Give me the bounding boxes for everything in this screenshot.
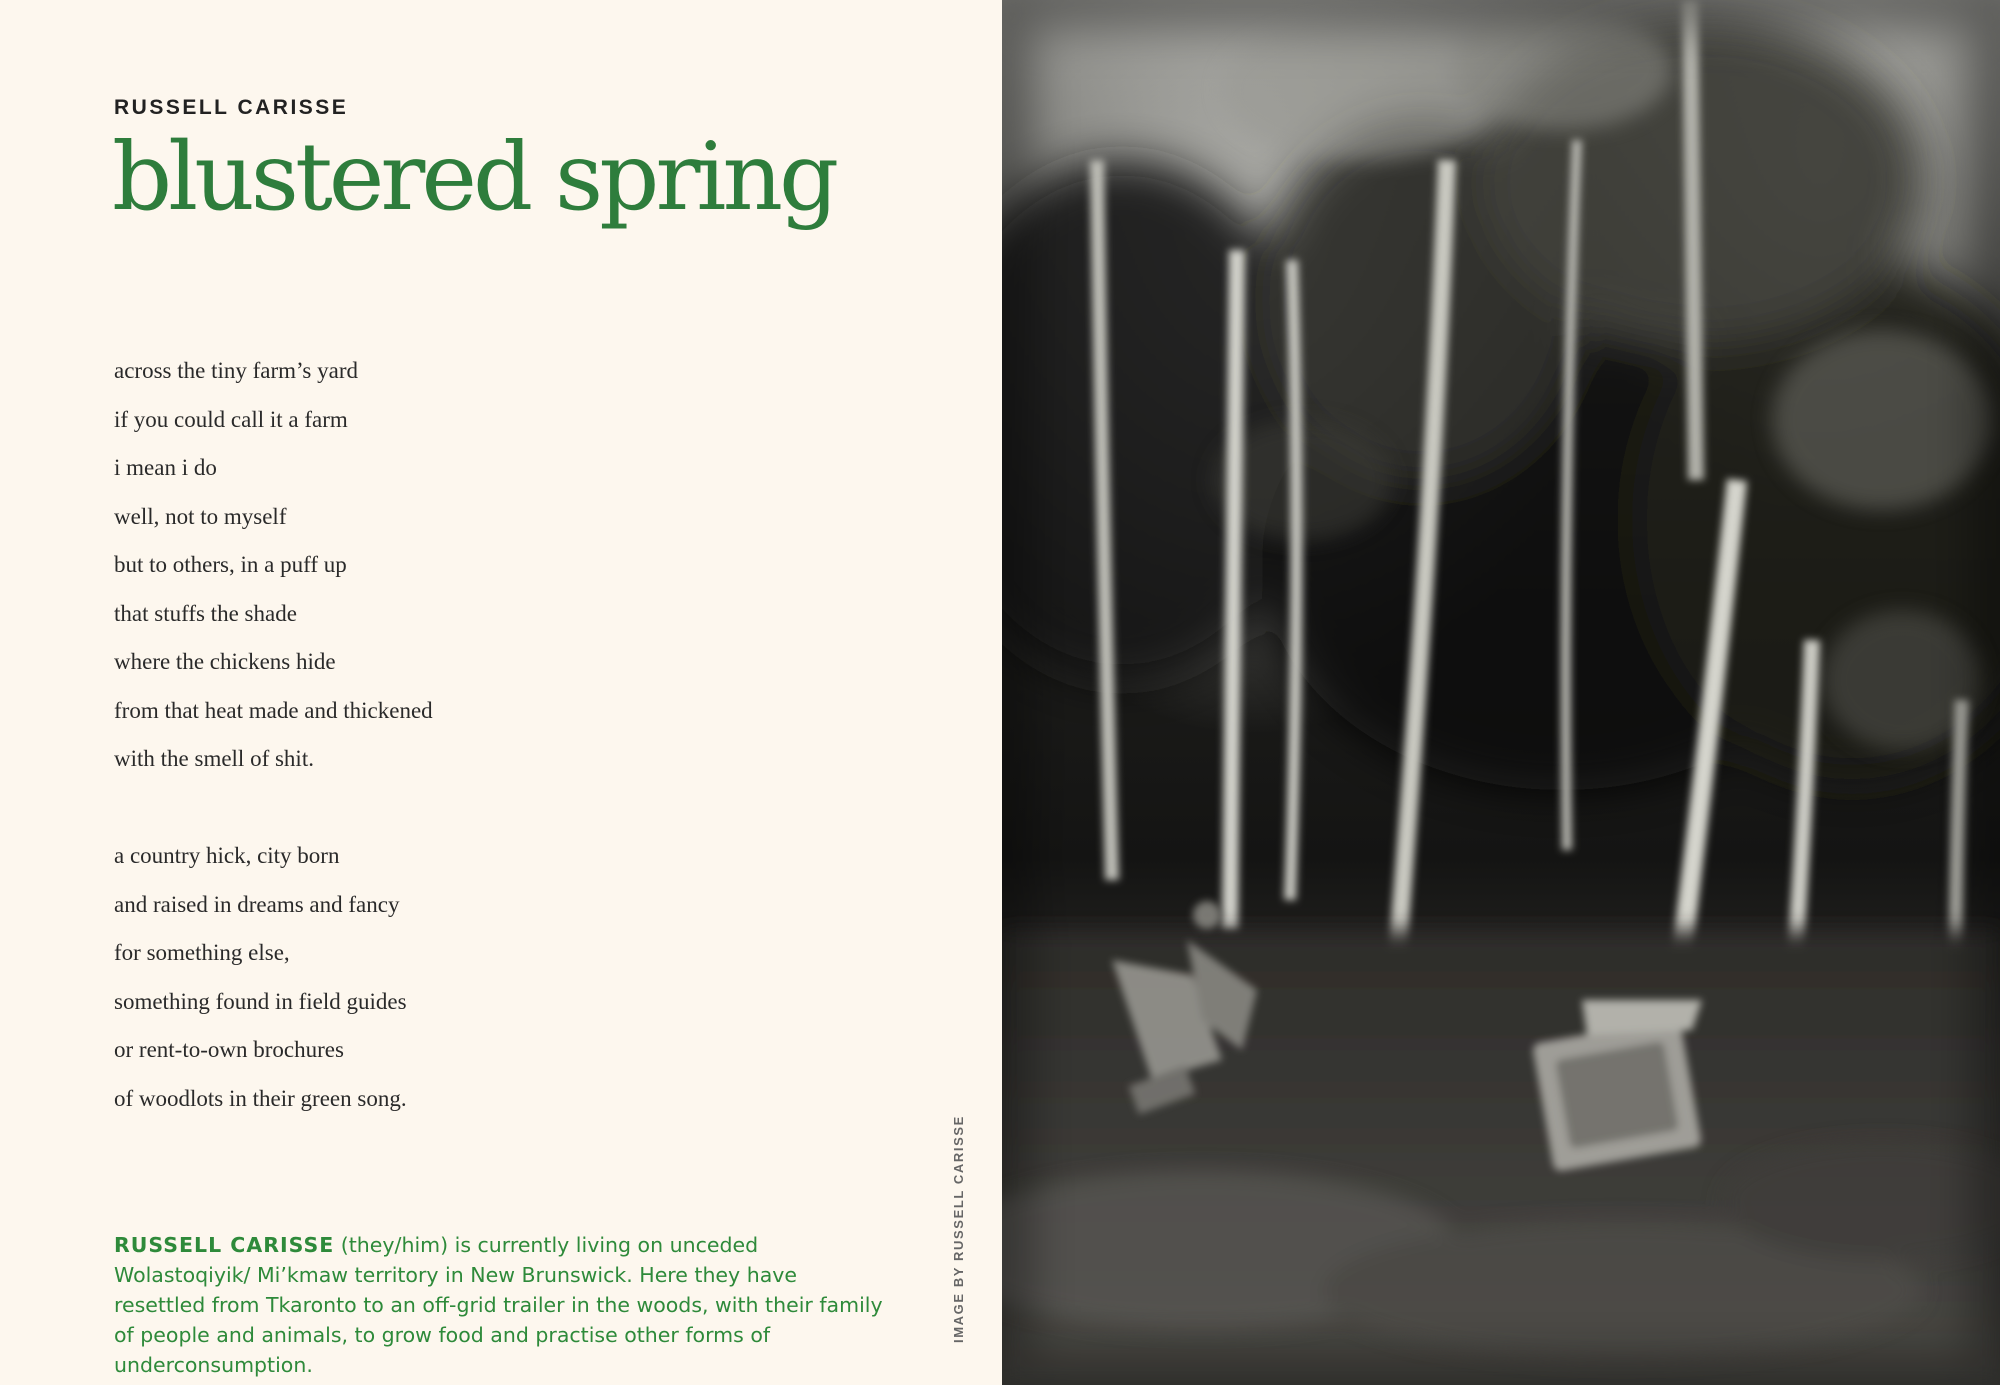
poem-body [114,347,433,1123]
bio-author-name: RUSSELL CARISSE [114,1233,335,1257]
poem-line: i mean i do [114,455,217,480]
poem-stanza [114,832,433,1123]
poem-line: of woodlots in their green song. [114,1085,407,1111]
bio-text: (they/him) is currently living on unceded Wolastoqiyik/ Mi’kmaw territory in New Brunswick. Here they have resettled from Tkaronto to an off-grid trailer in the woods, with their family of people and animals, to grow food and practise other forms of underconsumption. [114,1233,883,1377]
poem-line: a country hick, city born [114,843,340,868]
poem-line: well, not to myself [114,503,287,529]
poem-line: where the chickens hide [114,649,336,674]
forest-photo-illustration [1002,0,2000,1385]
poem-line: with the smell of shit. [114,746,314,771]
image-credit: IMAGE BY RUSSELL CARISSE [951,1115,966,1343]
poem-stanza [114,347,433,784]
poem-title: blustered spring [112,123,836,232]
poem-line: from that heat made and thickened [114,697,433,723]
poem-line: but to others, in a puff up [114,552,347,577]
poem-line: across the tiny farm’s yard [114,358,358,383]
poem-line: that stuffs the shade [114,600,297,626]
poem-line: or rent-to-own brochures [114,1037,344,1062]
poem-line: and raised in dreams and fancy [114,891,400,917]
poem-line: something found in field guides [114,988,407,1014]
forest-photo [1002,0,2000,1385]
author-name-kicker: RUSSELL CARISSE [114,96,349,119]
author-bio [114,1230,894,1380]
poem-line: if you could call it a farm [114,406,348,432]
poem-line: for something else, [114,940,290,965]
